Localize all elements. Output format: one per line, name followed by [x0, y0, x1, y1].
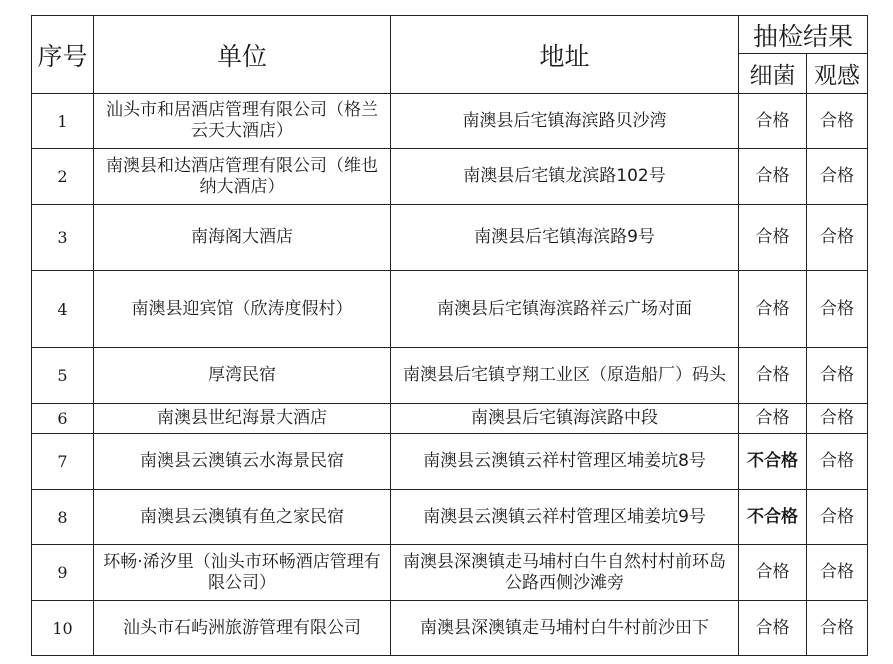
- row-unit: 环畅·浠汐里（汕头市环畅酒店管理有限公司）: [94, 545, 391, 601]
- row-unit: 厚湾民宿: [94, 348, 391, 404]
- row-address: 南澳县深澳镇走马埔村白牛村前沙田下: [391, 601, 739, 656]
- inspection-table: [31, 15, 868, 656]
- table-row: [32, 149, 868, 205]
- row-bacteria-result: 不合格: [739, 490, 807, 545]
- row-seq: 5: [32, 348, 94, 404]
- table-row: [32, 271, 868, 348]
- header-address: 地址: [391, 16, 739, 94]
- row-address: 南澳县后宅镇海滨路祥云广场对面: [391, 271, 739, 348]
- row-unit: 南澳县世纪海景大酒店: [94, 404, 391, 434]
- row-address: 南澳县后宅镇海滨路贝沙湾: [391, 94, 739, 149]
- row-seq: 3: [32, 205, 94, 271]
- row-sensory-result: 合格: [807, 149, 868, 205]
- row-sensory-result: 合格: [807, 94, 868, 149]
- row-bacteria-result: 合格: [739, 205, 807, 271]
- row-address: 南澳县后宅镇龙滨路102号: [391, 149, 739, 205]
- row-sensory-result: 合格: [807, 271, 868, 348]
- row-sensory-result: 合格: [807, 434, 868, 490]
- row-bacteria-result: 合格: [739, 348, 807, 404]
- header-result: 抽检结果: [739, 16, 868, 54]
- table-row: [32, 94, 868, 149]
- row-unit: 南澳县和达酒店管理有限公司（维也纳大酒店）: [94, 149, 391, 205]
- table-row: [32, 490, 868, 545]
- row-seq: 7: [32, 434, 94, 490]
- row-bacteria-result: 合格: [739, 271, 807, 348]
- row-sensory-result: 合格: [807, 348, 868, 404]
- row-bacteria-result: 合格: [739, 149, 807, 205]
- table-row: [32, 404, 868, 434]
- row-address: 南澳县后宅镇亨翔工业区（原造船厂）码头: [391, 348, 739, 404]
- row-unit: 汕头市石屿洲旅游管理有限公司: [94, 601, 391, 656]
- table-row: [32, 601, 868, 656]
- row-address: 南澳县深澳镇走马埔村白牛自然村村前环岛公路西侧沙滩旁: [391, 545, 739, 601]
- row-unit: 南海阁大酒店: [94, 205, 391, 271]
- row-unit: 南澳县云澳镇有鱼之家民宿: [94, 490, 391, 545]
- row-seq: 4: [32, 271, 94, 348]
- row-unit: 汕头市和居酒店管理有限公司（格兰云天大酒店）: [94, 94, 391, 149]
- row-address: 南澳县云澳镇云祥村管理区埔姜坑8号: [391, 434, 739, 490]
- row-seq: 9: [32, 545, 94, 601]
- row-bacteria-result: 合格: [739, 94, 807, 149]
- row-bacteria-result: 不合格: [739, 434, 807, 490]
- row-bacteria-result: 合格: [739, 545, 807, 601]
- row-address: 南澳县后宅镇海滨路9号: [391, 205, 739, 271]
- table-row: [32, 434, 868, 490]
- row-bacteria-result: 合格: [739, 404, 807, 434]
- row-address: 南澳县后宅镇海滨路中段: [391, 404, 739, 434]
- row-seq: 1: [32, 94, 94, 149]
- row-seq: 2: [32, 149, 94, 205]
- row-sensory-result: 合格: [807, 205, 868, 271]
- header-seq: 序号: [32, 16, 94, 94]
- row-address: 南澳县云澳镇云祥村管理区埔姜坑9号: [391, 490, 739, 545]
- table-row: [32, 545, 868, 601]
- table-row: [32, 205, 868, 271]
- row-seq: 10: [32, 601, 94, 656]
- row-sensory-result: 合格: [807, 490, 868, 545]
- header-bacteria: 细菌: [739, 54, 807, 94]
- row-sensory-result: 合格: [807, 601, 868, 656]
- row-sensory-result: 合格: [807, 545, 868, 601]
- table-row: [32, 348, 868, 404]
- row-seq: 8: [32, 490, 94, 545]
- row-unit: 南澳县云澳镇云水海景民宿: [94, 434, 391, 490]
- row-sensory-result: 合格: [807, 404, 868, 434]
- row-seq: 6: [32, 404, 94, 434]
- header-sensory: 观感: [807, 54, 868, 94]
- row-bacteria-result: 合格: [739, 601, 807, 656]
- row-unit: 南澳县迎宾馆（欣涛度假村）: [94, 271, 391, 348]
- header-unit: 单位: [94, 16, 391, 94]
